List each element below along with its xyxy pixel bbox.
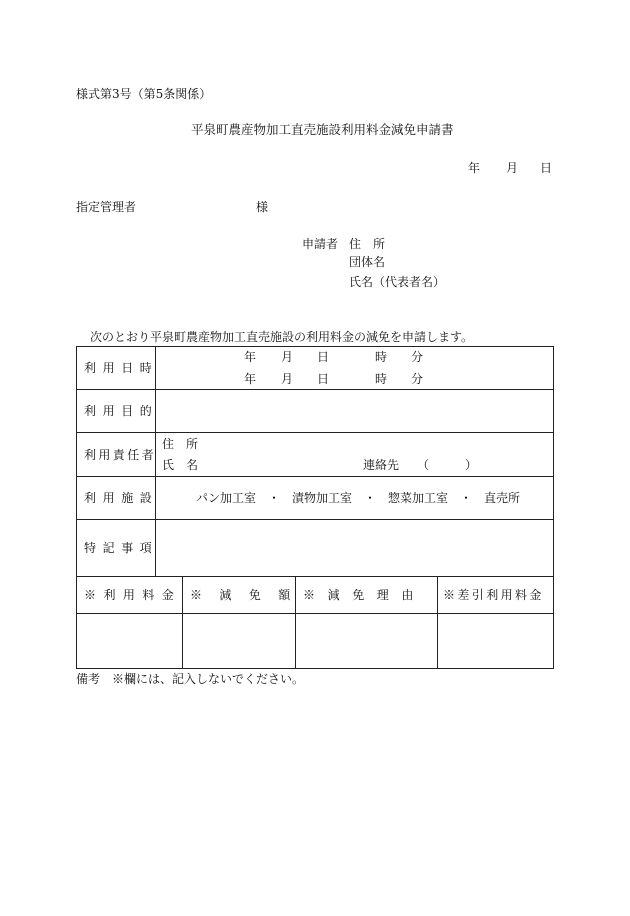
usage-start-minute: 分: [411, 350, 424, 364]
page-title: 平泉町農産物加工直売施設利用料金減免申請書: [191, 122, 454, 137]
row-label-usage-datetime: [84, 361, 159, 375]
responsible-contact-label: 連絡先 （ ）: [363, 458, 478, 472]
row-label-notes: 特記事項: [84, 541, 159, 555]
col-header-reduction: ※減免額: [190, 588, 308, 602]
date-month-label: 月: [506, 161, 519, 175]
responsible-name-label: 氏 名: [162, 458, 199, 472]
form-number: 様式第3号（第5条関係）: [76, 87, 212, 101]
row-label-responsible: 利用責任者: [84, 448, 157, 462]
usage-end-day: 日: [317, 372, 330, 386]
applicant-address-label: 住 所: [349, 237, 386, 251]
usage-end-minute: 分: [411, 372, 424, 386]
col-header-fee: ※利用料金: [84, 588, 182, 602]
responsible-address-label: 住 所: [162, 437, 199, 451]
usage-start-year: 年: [244, 350, 257, 364]
usage-start-hour: 時: [375, 350, 388, 364]
date-day-label: 日: [540, 161, 553, 175]
usage-end-hour: 時: [375, 372, 388, 386]
usage-start-day: 日: [317, 350, 330, 364]
date-year-label: 年: [468, 161, 481, 175]
addressee-honorific: 様: [256, 200, 269, 214]
row-label-text: 利用日時: [84, 361, 159, 375]
applicant-label: 申請者: [302, 237, 339, 251]
usage-end-month: 月: [281, 372, 294, 386]
facility-options: パン加工室 ・ 漬物加工室 ・ 惣菜加工室 ・ 直売所: [196, 491, 521, 505]
applicant-name-label: 氏名（代表者名）: [349, 275, 446, 289]
footnote: 備考 ※欄には、記入しないでください。: [76, 672, 305, 686]
addressee-label: 指定管理者: [76, 200, 137, 214]
col-header-net-fee: ※差引利用料金: [443, 588, 544, 602]
row-label-facility: 利用施設: [84, 491, 159, 505]
row-label-purpose: 利用目的: [84, 404, 159, 418]
usage-start-month: 月: [281, 350, 294, 364]
col-header-reason: ※減免理由: [303, 588, 427, 602]
usage-end-year: 年: [244, 372, 257, 386]
applicant-group-label: 団体名: [349, 255, 386, 269]
intro-text: 次のとおり平泉町農産物加工直売施設の利用料金の減免を申請します。: [90, 330, 474, 344]
